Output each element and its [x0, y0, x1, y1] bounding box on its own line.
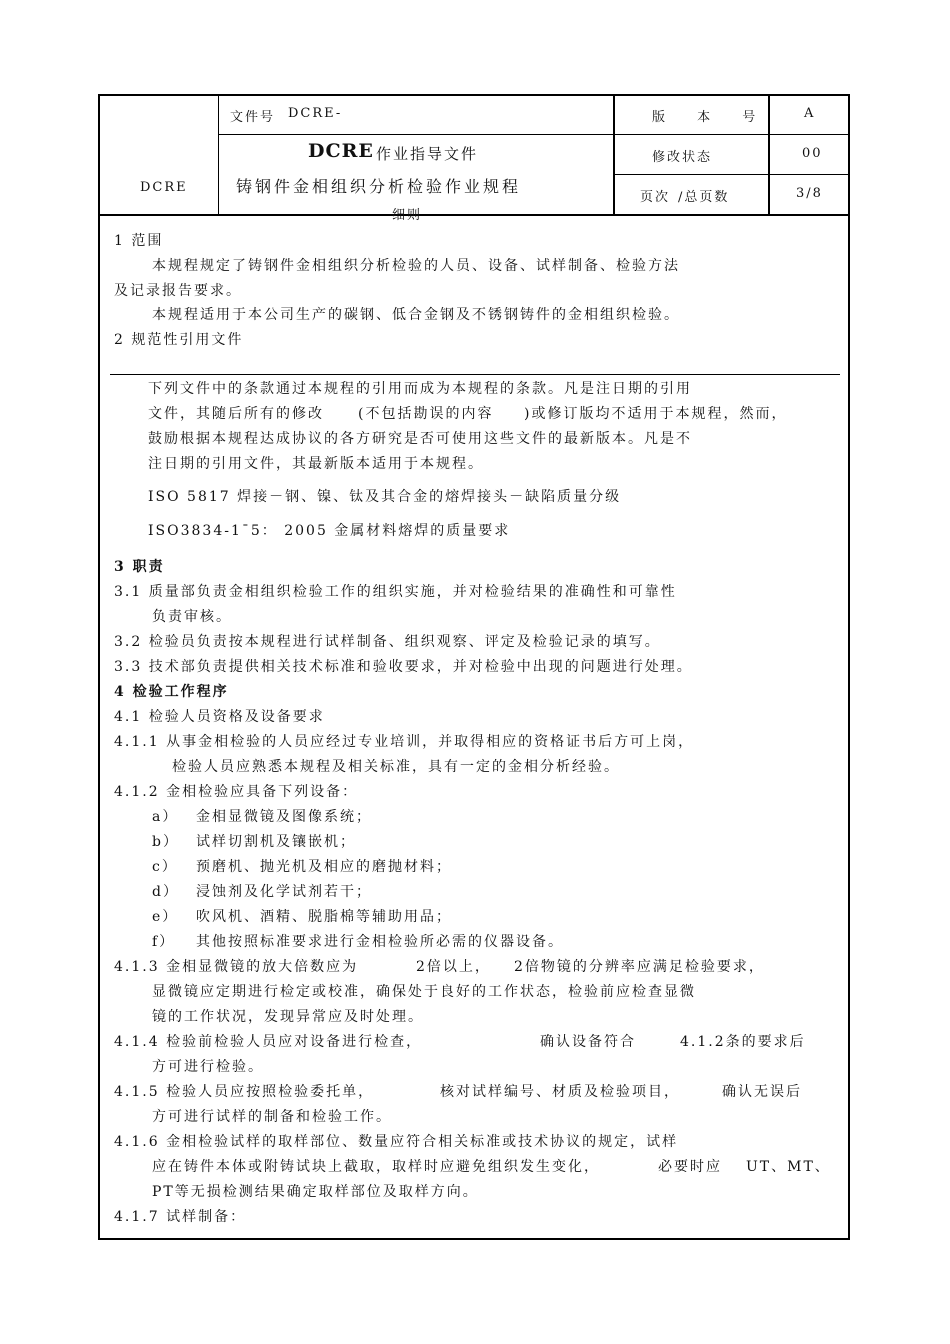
list-key-c: c）: [152, 859, 178, 875]
list-key-d: d）: [152, 884, 179, 900]
s1-paragraph-2: 本规程适用于本公司生产的碳钢、低合金钢及不锈钢铸件的金相组织检验。: [152, 307, 680, 323]
section-3-title: 3 职责: [114, 559, 165, 575]
clause-3-2: 3.2 检验员负责按本规程进行试样制备、组织观察、评定及检验记录的填写。: [114, 634, 661, 650]
clause-4-1-3c: 2倍物镜的分辨率应满足检验要求，: [514, 959, 765, 975]
doc-subtitle-2: 细则: [392, 208, 423, 223]
document-header: [100, 96, 848, 223]
list-item-e: 吹风机、酒精、脱脂棉等辅助用品；: [196, 909, 452, 925]
ref-paragraph-2b: (不包括勘误的内容: [358, 406, 494, 422]
list-key-e: e）: [152, 909, 179, 925]
clause-4-1: 4.1 检验人员资格及设备要求: [114, 709, 325, 725]
page-value: 3/8: [796, 186, 823, 201]
ref-standard-iso3834: ISO3834-1¯5： 2005 金属材料熔焊的质量要求: [148, 523, 511, 539]
clause-4-1-1a: 4.1.1 从事金相检验的人员应经过专业培训，并取得相应的资格证书后方可上岗，: [114, 734, 695, 750]
clause-3-3: 3.3 技术部负责提供相关技术标准和验收要求，并对检验中出现的问题进行处理。: [114, 659, 693, 675]
s1-paragraph-1b: 及记录报告要求。: [114, 283, 242, 299]
page-sep: /总页数: [678, 190, 730, 205]
clause-4-1-6b: 应在铸件本体或附铸试块上截取，取样时应避免组织发生变化，: [152, 1159, 600, 1175]
version-label: 版 本 号: [652, 110, 770, 125]
clause-4-1-1b: 检验人员应熟悉本规程及相关标准，具有一定的金相分析经验。: [172, 759, 620, 775]
clause-3-1b: 负责审核。: [152, 609, 232, 625]
clause-4-1-4a: 4.1.4 检验前检验人员应对设备进行检查，: [114, 1034, 423, 1050]
ref-standard-iso5817: ISO 5817 焊接－钢、镍、钛及其合金的熔焊接头－缺陷质量分级: [148, 489, 622, 505]
clause-4-1-3e: 镜的工作状况，发现异常应及时处理。: [152, 1009, 424, 1025]
clause-4-1-6d: UT、MT、: [746, 1159, 831, 1175]
doc-title-prefix: DCRE: [308, 140, 374, 162]
revision-label: 修改状态: [652, 150, 713, 165]
list-item-c: 预磨机、抛光机及相应的磨抛材料；: [196, 859, 452, 875]
page-label: 页次: [640, 190, 671, 205]
list-key-a: a）: [152, 809, 179, 825]
clause-4-1-5b: 核对试样编号、材质及检验项目，: [440, 1084, 680, 1100]
list-item-f: 其他按照标准要求进行金相检验所必需的仪器设备。: [196, 934, 564, 950]
list-item-a: 金相显微镜及图像系统；: [196, 809, 372, 825]
ref-paragraph-2a: 文件，其随后所有的修改: [148, 406, 324, 422]
revision-value: 00: [802, 146, 823, 161]
section-1-title: 1 范围: [114, 233, 164, 249]
ref-paragraph-3: 鼓励根据本规程达成协议的各方研究是否可使用这些文件的最新版本。凡是不: [148, 431, 692, 447]
clause-4-1-3b: 2倍以上，: [416, 959, 491, 975]
list-item-b: 试样切割机及镶嵌机；: [196, 834, 356, 850]
list-item-d: 浸蚀剂及化学试剂若干；: [196, 884, 372, 900]
doc-no-label: 文件号: [230, 110, 276, 125]
doc-subtitle: 铸钢件金相组织分析检验作业规程: [236, 177, 522, 196]
clause-4-1-7: 4.1.7 试样制备：: [114, 1209, 247, 1225]
clause-4-1-4d: 方可进行检验。: [152, 1059, 264, 1075]
document-frame: [98, 94, 850, 1240]
ref-paragraph-4: 注日期的引用文件，其最新版本适用于本规程。: [148, 456, 484, 472]
clause-4-1-5a: 4.1.5 检验人员应按照检验委托单，: [114, 1084, 375, 1100]
section-4-title: 4 检验工作程序: [114, 684, 229, 700]
section-2-title: 2 规范性引用文件: [114, 332, 244, 348]
version-value: A: [804, 106, 816, 121]
clause-4-1-4c: 4.1.2条的要求后: [680, 1034, 806, 1050]
clause-4-1-3d: 显微镜应定期进行检定或校准，确保处于良好的工作状态，检验前应检查显微: [152, 984, 696, 1000]
clause-4-1-6e: PT等无损检测结果确定取样部位及取样方向。: [152, 1184, 479, 1200]
clause-3-1a: 3.1 质量部负责金相组织检验工作的组织实施，并对检验结果的准确性和可靠性: [114, 584, 677, 600]
s1-paragraph-1a: 本规程规定了铸钢件金相组织分析检验的人员、设备、试样制备、检验方法: [152, 258, 680, 274]
list-key-f: f）: [152, 934, 176, 950]
section-divider: [110, 374, 840, 375]
doc-title: 作业指导文件: [376, 145, 479, 163]
clause-4-1-6c: 必要时应: [658, 1159, 722, 1175]
clause-4-1-6a: 4.1.6 金相检验试样的取样部位、数量应符合相关标准或技术协议的规定，试样: [114, 1134, 679, 1150]
ref-paragraph-1: 下列文件中的条款通过本规程的引用而成为本规程的条款。凡是注日期的引用: [148, 381, 692, 397]
ref-paragraph-2c: )或修订版均不适用于本规程，然而，: [524, 406, 788, 422]
doc-no-value: DCRE-: [288, 106, 343, 121]
list-key-b: b）: [152, 834, 179, 850]
clause-4-1-5d: 方可进行试样的制备和检验工作。: [152, 1109, 392, 1125]
company-name: DCRE: [140, 180, 188, 195]
clause-4-1-3a: 4.1.3 金相显微镜的放大倍数应为: [114, 959, 359, 975]
clause-4-1-5c: 确认无误后: [722, 1084, 802, 1100]
clause-4-1-2: 4.1.2 金相检验应具备下列设备：: [114, 784, 359, 800]
clause-4-1-4b: 确认设备符合: [540, 1034, 636, 1050]
